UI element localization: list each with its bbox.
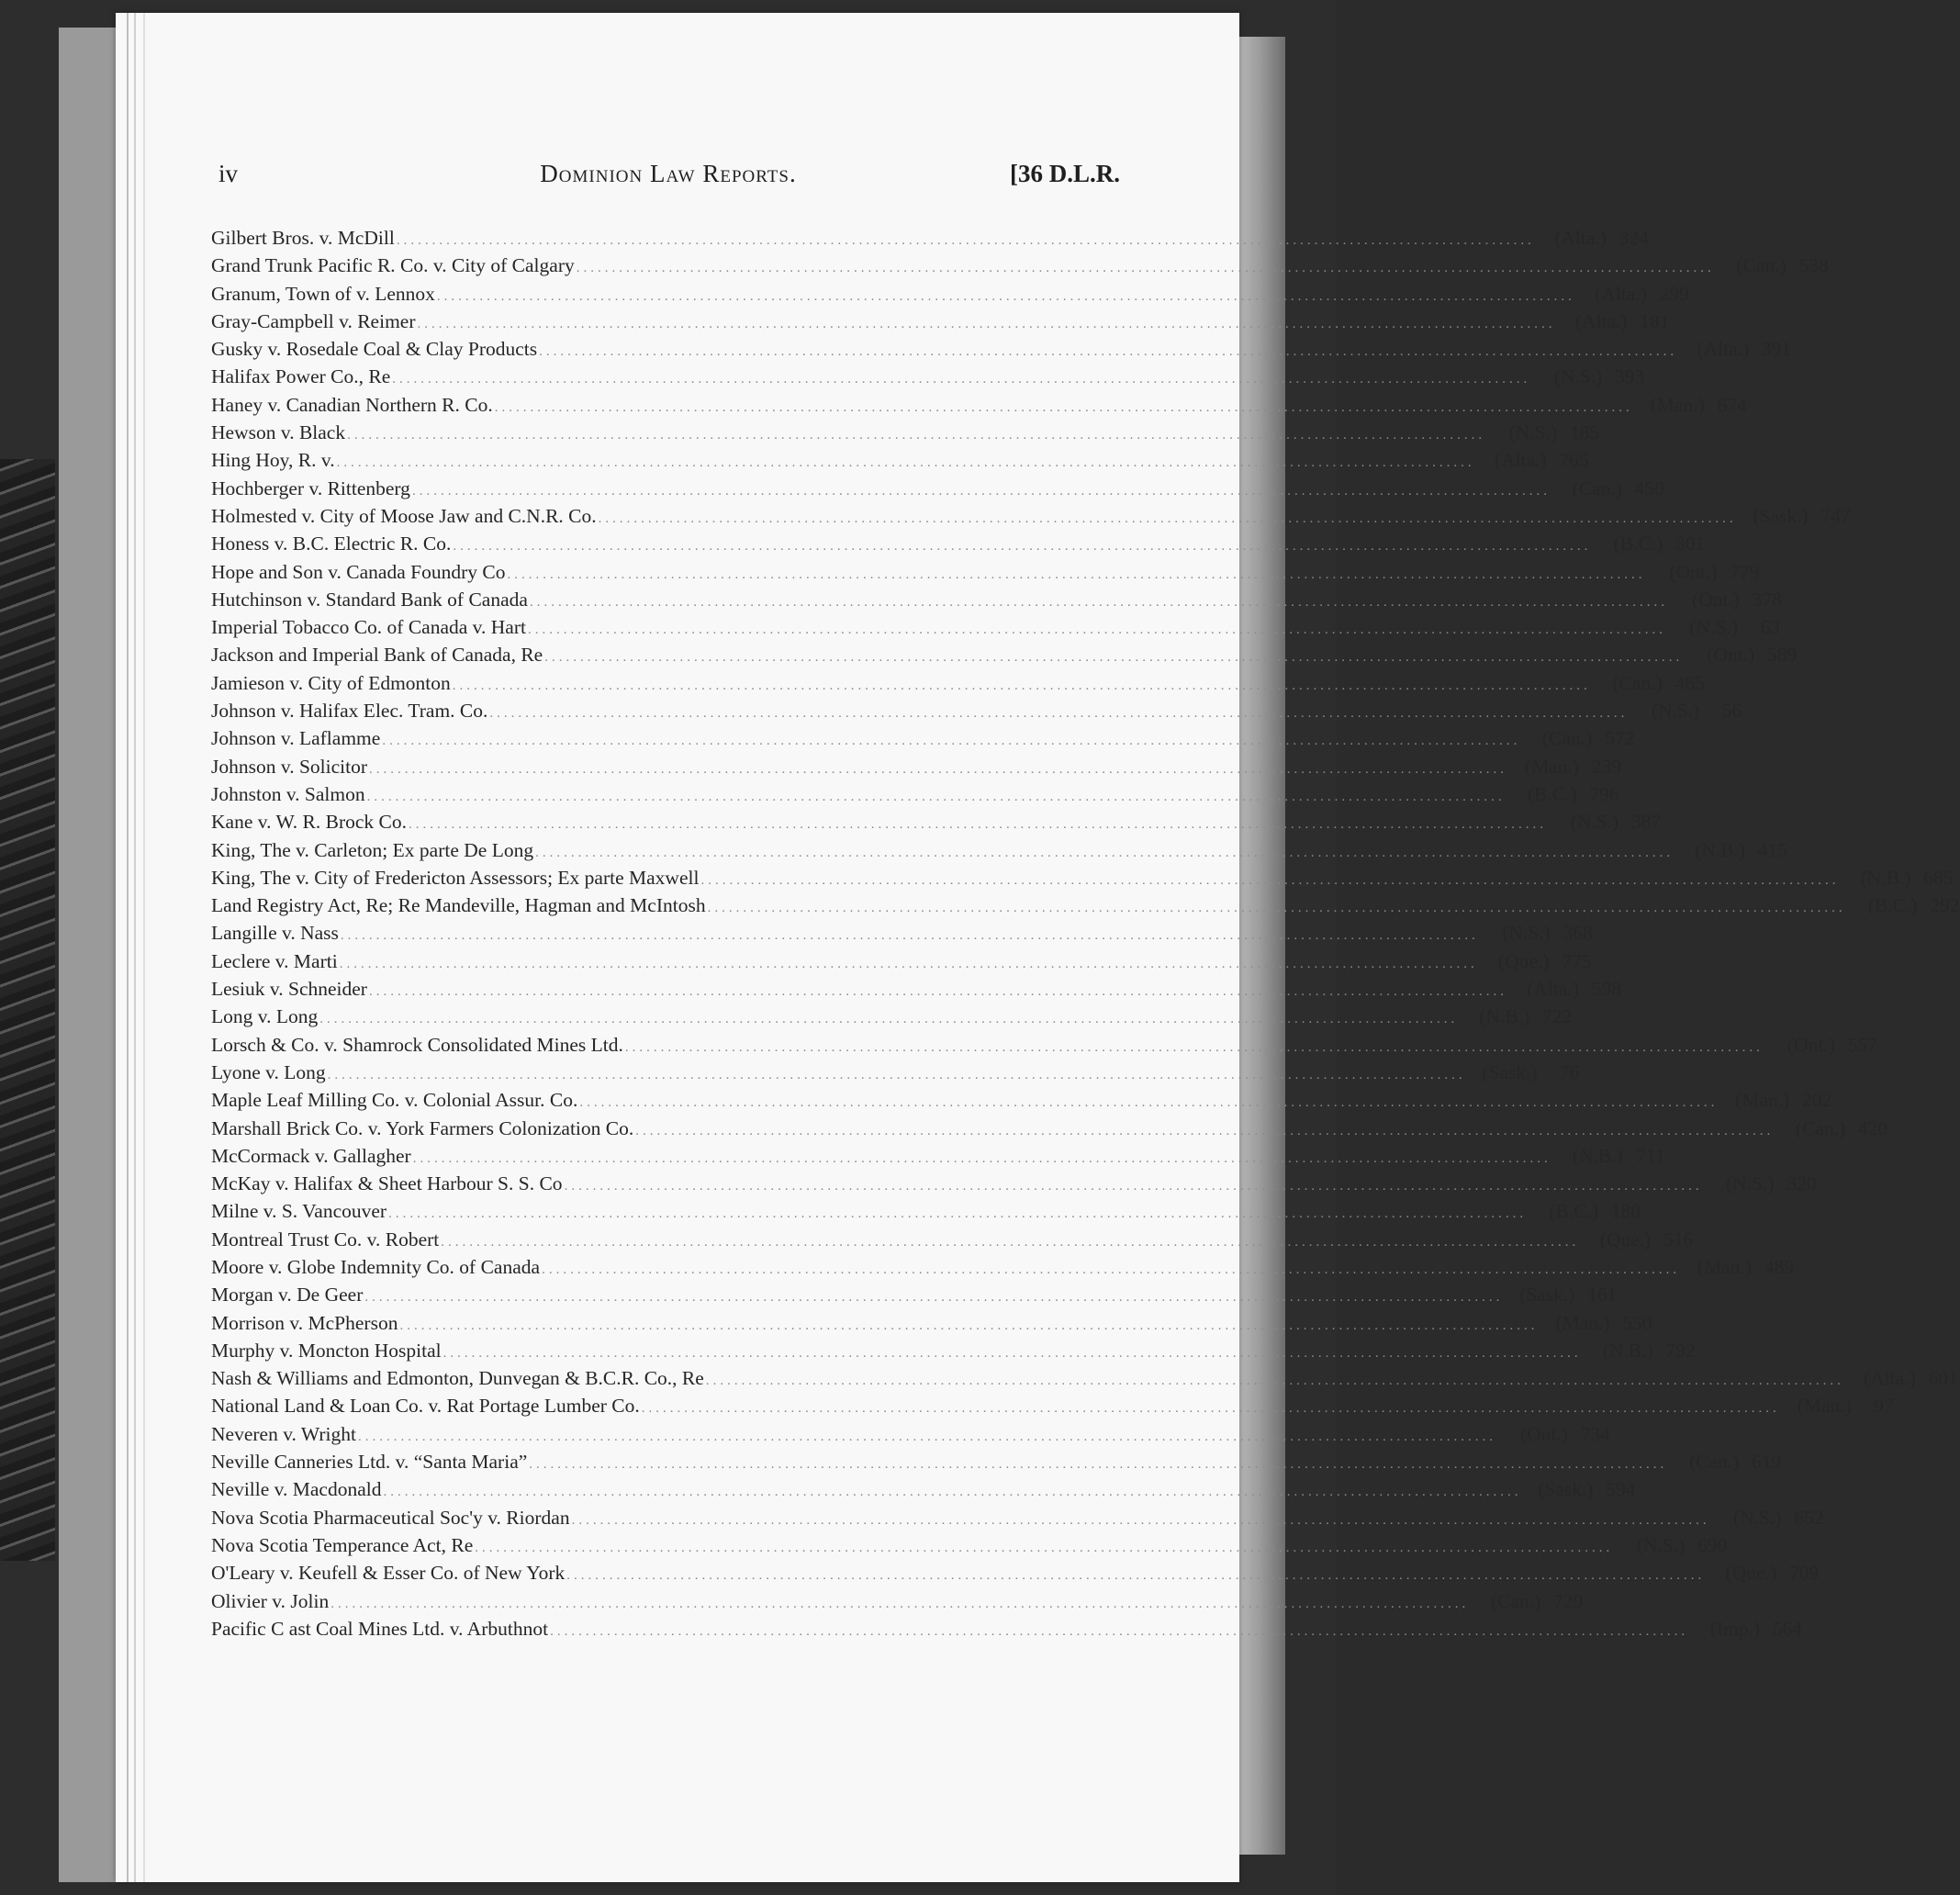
page-number: 450 (1634, 477, 1664, 499)
province-abbreviation: (Sask.) (1519, 1284, 1575, 1306)
dot-leader (329, 1590, 1471, 1618)
case-name: Neville v. Macdonald (211, 1478, 382, 1501)
page-number: 594 (1606, 1478, 1636, 1501)
province-abbreviation: (Que.) (1725, 1562, 1777, 1585)
case-entry (211, 1309, 1652, 1337)
province-abbreviation: (Man.) (1650, 393, 1705, 416)
dot-leader (526, 616, 1668, 644)
marbled-endpaper (0, 459, 55, 1561)
case-name: Johnson v. Solicitor (211, 755, 368, 778)
case-entry (211, 502, 1851, 530)
dot-leader (487, 700, 1630, 727)
dot-leader (640, 1395, 1782, 1422)
case-entry (211, 780, 1619, 808)
page-number: 378 (1752, 588, 1782, 611)
page-number: 489 (1764, 1255, 1795, 1278)
case-entry (211, 1003, 1573, 1030)
province-abbreviation: (N.S.) (1733, 1506, 1782, 1529)
dot-leader (543, 644, 1685, 671)
case-name: Grand Trunk Pacific R. Co. v. City of Calgary (211, 254, 575, 277)
case-entry (211, 586, 1782, 613)
case-entry (211, 335, 1792, 363)
dot-leader (407, 811, 1549, 838)
dot-leader (537, 338, 1679, 365)
page-number: 690 (1697, 1533, 1728, 1556)
page-number: 779 (1730, 560, 1760, 583)
dot-leader (380, 727, 1522, 755)
case-name: Lorsch & Co. v. Shamrock Consolidated Mines Ltd. (211, 1033, 623, 1056)
dot-leader (704, 1367, 1846, 1395)
dot-leader (410, 477, 1552, 505)
page-number: 239 (1591, 755, 1622, 778)
page-number: 538 (1798, 254, 1829, 277)
case-entry (211, 1448, 1782, 1475)
case-name: Morgan v. De Geer (211, 1284, 364, 1306)
case-name: Lesiuk v. Schneider (211, 978, 367, 1001)
page-number: 299 (1659, 282, 1689, 305)
case-entry (211, 613, 1780, 641)
province-abbreviation: (Imp.) (1709, 1617, 1761, 1640)
dot-leader (335, 449, 1477, 477)
case-name: Olivier v. Jolin (211, 1589, 330, 1612)
case-name: Jackson and Imperial Bank of Canada, Re (211, 644, 543, 667)
page-number: 292 (1930, 894, 1960, 917)
page-number: 465 (1674, 671, 1705, 694)
province-abbreviation: (Can.) (1490, 1589, 1541, 1612)
page-number: 564 (1772, 1617, 1803, 1640)
dot-leader (367, 978, 1509, 1005)
page-number: 97 (1874, 1395, 1894, 1418)
page-number: 161 (1587, 1284, 1618, 1306)
province-abbreviation: (B.C.) (1527, 782, 1577, 805)
province-abbreviation: (N.B.) (1572, 1144, 1623, 1167)
page-number: 734 (1580, 1422, 1610, 1445)
dot-leader (365, 783, 1507, 811)
case-name: Granum, Town of v. Lennox (211, 282, 435, 305)
case-entry (211, 308, 1670, 335)
page-number: 415 (1757, 838, 1788, 861)
page-number: 324 (1618, 227, 1649, 249)
dot-leader (386, 1200, 1529, 1228)
gutter-line (134, 13, 136, 1882)
dot-leader (527, 1451, 1669, 1478)
case-entry (211, 1197, 1641, 1225)
dot-leader (528, 589, 1670, 616)
case-entry (211, 919, 1593, 947)
case-name: Marshall Brick Co. v. York Farmers Colonization Co. (211, 1116, 634, 1139)
case-name: Murphy v. Moncton Hospital (211, 1339, 442, 1362)
case-entry (211, 1531, 1728, 1559)
case-entry (211, 753, 1622, 780)
dot-leader (563, 1172, 1705, 1200)
dot-leader (548, 1618, 1690, 1645)
case-entry (211, 1281, 1618, 1308)
case-name: Kane v. W. R. Brock Co. (211, 811, 407, 834)
case-name: Leclere v. Marti (211, 949, 338, 972)
province-abbreviation: (N.S.) (1508, 421, 1558, 444)
running-title: Dominion Law Reports. (540, 160, 797, 187)
province-abbreviation: (N.S.) (1553, 365, 1603, 388)
province-abbreviation: (Ont.) (1707, 644, 1755, 667)
case-name: Neveren v. Wright (211, 1422, 356, 1445)
page-number: 393 (1615, 365, 1645, 388)
case-entry (211, 1392, 1894, 1419)
case-entry (211, 280, 1689, 308)
page-number: 180 (1610, 1200, 1641, 1223)
case-entry (211, 446, 1589, 474)
page-number: 598 (1591, 978, 1621, 1001)
province-abbreviation: (N.S.) (1502, 922, 1551, 945)
province-abbreviation: (Alta.) (1864, 1367, 1916, 1390)
dot-leader (451, 533, 1593, 560)
dot-leader (390, 365, 1532, 393)
dot-leader (540, 1256, 1682, 1284)
case-index-list (211, 224, 1960, 1643)
case-entry (211, 697, 1742, 724)
province-abbreviation: (Alta.) (1527, 978, 1579, 1001)
dot-leader (575, 254, 1717, 282)
province-abbreviation: (N.S.) (1726, 1172, 1775, 1195)
dot-leader (416, 310, 1558, 338)
case-name: Hochberger v. Rittenberg (211, 477, 410, 499)
province-abbreviation: (Can.) (1572, 477, 1622, 499)
dot-leader (706, 894, 1848, 922)
case-entry (211, 836, 1788, 864)
province-abbreviation: (Sask.) (1482, 1060, 1538, 1083)
province-abbreviation: (N.B.) (1602, 1339, 1653, 1362)
dot-leader (577, 1089, 1719, 1116)
province-abbreviation: (Sask.) (1538, 1478, 1594, 1501)
province-abbreviation: (N.S.) (1689, 616, 1738, 639)
province-abbreviation: (Can.) (1612, 671, 1663, 694)
case-entry (211, 864, 1954, 891)
page-number: 76 (1560, 1060, 1580, 1083)
province-abbreviation: (N.S.) (1636, 1533, 1686, 1556)
dot-leader (326, 1061, 1468, 1089)
case-name: Halifax Power Co., Re (211, 365, 391, 388)
dot-leader (395, 227, 1537, 254)
case-entry (211, 1420, 1610, 1448)
case-entry (211, 1587, 1584, 1615)
page-number: 63 (1760, 616, 1780, 639)
page-number: 181 (1640, 309, 1670, 332)
case-name: Johnson v. Halifax Elec. Tram. Co. (211, 700, 488, 723)
case-entry (211, 641, 1798, 668)
province-abbreviation: (Alta.) (1554, 227, 1607, 249)
case-name: Hope and Son v. Canada Foundry Co (211, 560, 506, 583)
dot-leader (597, 505, 1739, 533)
page-number: 391 (1761, 338, 1792, 361)
dot-leader (339, 922, 1481, 949)
dot-leader (338, 950, 1480, 978)
dot-leader (367, 756, 1509, 783)
case-name: Imperial Tobacco Co. of Canada v. Hart (211, 616, 526, 639)
page-folio: iv (218, 160, 239, 187)
page-number: 652 (1794, 1506, 1824, 1529)
case-entry (211, 558, 1760, 586)
case-entry (211, 1253, 1795, 1281)
province-abbreviation: (Man.) (1697, 1255, 1753, 1278)
province-abbreviation: (B.C.) (1867, 894, 1918, 917)
province-abbreviation: (Que.) (1498, 949, 1550, 972)
province-abbreviation: (Man.) (1555, 1311, 1610, 1334)
case-entry (211, 948, 1592, 975)
case-name: Johnson v. Laflamme (211, 727, 381, 750)
dot-leader (345, 421, 1487, 449)
page-number: 775 (1562, 949, 1592, 972)
case-entry (211, 975, 1621, 1003)
page-number: 368 (1562, 922, 1593, 945)
case-name: Hing Hoy, R. v. (211, 449, 335, 472)
case-entry (211, 1086, 1832, 1114)
dot-leader (493, 394, 1635, 421)
page-number: 796 (1589, 782, 1619, 805)
case-entry (211, 724, 1635, 752)
dot-leader (439, 1228, 1581, 1256)
gutter-line (143, 13, 145, 1882)
case-entry (211, 252, 1829, 279)
dot-leader (533, 839, 1675, 867)
case-entry (211, 1559, 1820, 1587)
page-number: 320 (1786, 1172, 1817, 1195)
page-number: 420 (1857, 1116, 1888, 1139)
case-entry (211, 419, 1600, 446)
province-abbreviation: (Can.) (1795, 1116, 1846, 1139)
case-entry (211, 1337, 1696, 1364)
page-number: 387 (1630, 811, 1661, 834)
case-entry (211, 1115, 1888, 1142)
case-name: Gilbert Bros. v. McDill (211, 227, 395, 249)
province-abbreviation: (Ont.) (1786, 1033, 1835, 1056)
case-name: McKay v. Halifax & Sheet Harbour S. S. Co (211, 1172, 563, 1195)
province-abbreviation: (Que.) (1599, 1228, 1652, 1250)
case-name: Milne v. S. Vancouver (211, 1200, 387, 1223)
province-abbreviation: (Ont.) (1669, 560, 1718, 583)
running-header (217, 160, 1120, 196)
dot-leader (411, 1145, 1553, 1172)
province-abbreviation: (Ont.) (1520, 1422, 1568, 1445)
province-abbreviation: (B.C.) (1613, 533, 1663, 555)
case-entry (211, 1615, 1803, 1643)
page-number: 711 (1636, 1144, 1665, 1167)
page-number: 550 (1622, 1311, 1652, 1334)
province-abbreviation: (N.B.) (1479, 1005, 1530, 1028)
province-abbreviation: (B.C.) (1549, 1200, 1599, 1223)
case-name: Morrison v. McPherson (211, 1311, 398, 1334)
province-abbreviation: (Alta.) (1595, 282, 1647, 305)
province-abbreviation: (N.B.) (1695, 838, 1746, 861)
page-number: 301 (1675, 533, 1706, 555)
page-number: 709 (1788, 1562, 1820, 1585)
page-number: 619 (1752, 1451, 1782, 1474)
page-number: 557 (1847, 1033, 1877, 1056)
case-name: Haney v. Canadian Northern R. Co. (211, 393, 493, 416)
dot-leader (699, 867, 1841, 894)
case-entry (211, 391, 1747, 419)
case-name: National Land & Loan Co. v. Rat Portage Lumber Co. (211, 1395, 640, 1418)
case-name: Holmested v. City of Moose Jaw and C.N.R. Co. (211, 504, 597, 527)
dot-leader (363, 1284, 1505, 1311)
case-name: Nash & Williams and Edmonton, Dunvegan & B.C.R. Co., Re (211, 1367, 704, 1390)
province-abbreviation: (Alta.) (1574, 309, 1628, 332)
case-entry (211, 1142, 1665, 1170)
case-entry (211, 1504, 1824, 1531)
page-number: 589 (1766, 644, 1798, 667)
province-abbreviation: (Sask.) (1753, 504, 1809, 527)
volume-reference: [36 D.L.R. (1010, 160, 1120, 187)
case-name: Nova Scotia Temperance Act, Re (211, 1533, 474, 1556)
case-entry (211, 1031, 1877, 1059)
case-name: Lyone v. Long (211, 1060, 326, 1083)
province-abbreviation: (Can.) (1736, 254, 1786, 277)
page-number: 185 (1569, 421, 1600, 444)
page-number: 765 (1559, 449, 1589, 472)
case-name: King, The v. Carleton; Ex parte De Long (211, 838, 534, 861)
page-number: 601 (1928, 1367, 1958, 1390)
case-name: O'Leary v. Keufell & Esser Co. of New York (211, 1562, 566, 1585)
page-number: 572 (1605, 727, 1635, 750)
case-name: Land Registry Act, Re; Re Mandeville, Hagman and McIntosh (211, 894, 706, 917)
province-abbreviation: (Can.) (1541, 727, 1593, 750)
page-number: 729 (1552, 1589, 1584, 1612)
dot-leader (381, 1478, 1523, 1506)
case-name: Hewson v. Black (211, 421, 346, 444)
page-number: 792 (1665, 1339, 1696, 1362)
dot-leader (565, 1562, 1707, 1589)
case-name: Pacific C ast Coal Mines Ltd. v. Arbuthnot (211, 1617, 549, 1640)
case-name: Neville Canneries Ltd. v. “Santa Maria” (211, 1451, 528, 1474)
case-entry (211, 808, 1661, 835)
case-name: Honess v. B.C. Electric R. Co. (211, 533, 452, 555)
case-entry (211, 1475, 1636, 1503)
case-entry (211, 1059, 1580, 1086)
page-number: 516 (1663, 1228, 1694, 1250)
province-abbreviation: (Man.) (1735, 1089, 1790, 1112)
case-name: Gray-Campbell v. Reimer (211, 309, 416, 332)
case-entry (211, 224, 1649, 252)
province-abbreviation: (Man.) (1524, 755, 1580, 778)
case-entry (211, 891, 1960, 919)
case-entry (211, 475, 1664, 502)
province-abbreviation: (Can.) (1688, 1451, 1740, 1474)
dot-leader (570, 1507, 1712, 1534)
dot-leader (442, 1340, 1584, 1367)
page-number: 56 (1721, 700, 1742, 723)
case-name: King, The v. City of Fredericton Assessors; Ex parte Maxwell (211, 866, 700, 889)
case-entry (211, 363, 1645, 390)
province-abbreviation: (Man.) (1797, 1395, 1852, 1418)
case-entry (211, 1170, 1817, 1197)
province-abbreviation: (N.S.) (1570, 811, 1618, 834)
case-entry (211, 1226, 1694, 1253)
dot-leader (451, 672, 1593, 700)
page-number: 202 (1802, 1089, 1832, 1112)
case-entry (211, 530, 1706, 557)
dot-leader (435, 283, 1577, 310)
case-name: Hutchinson v. Standard Bank of Canada (211, 588, 528, 611)
province-abbreviation: (N.S.) (1651, 700, 1700, 723)
case-name: Johnston v. Salmon (211, 782, 365, 805)
province-abbreviation: (Alta.) (1494, 449, 1547, 472)
gutter-line (127, 13, 129, 1882)
case-entry (211, 1364, 1958, 1392)
dot-leader (473, 1534, 1615, 1562)
province-abbreviation: (Ont.) (1691, 588, 1740, 611)
case-name: McCormack v. Gallagher (211, 1144, 411, 1167)
page-number: 674 (1717, 393, 1747, 416)
case-name: Maple Leaf Milling Co. v. Colonial Assur. Co. (211, 1089, 578, 1112)
case-name: Moore v. Globe Indemnity Co. of Canada (211, 1255, 541, 1278)
case-name: Long v. Long (211, 1005, 319, 1028)
case-name: Langille v. Nass (211, 922, 339, 945)
dot-leader (356, 1423, 1498, 1451)
province-abbreviation: (Alta.) (1697, 338, 1750, 361)
dot-leader (633, 1117, 1775, 1145)
case-name: Nova Scotia Pharmaceutical Soc'y v. Riordan (211, 1506, 570, 1529)
page-number: 685 (1923, 866, 1954, 889)
dot-leader (623, 1034, 1765, 1061)
dot-leader (398, 1312, 1540, 1340)
case-name: Montreal Trust Co. v. Robert (211, 1228, 440, 1250)
page-number: 747 (1820, 504, 1851, 527)
page-number: 722 (1542, 1005, 1573, 1028)
case-name: Jamieson v. City of Edmonton (211, 671, 451, 694)
dot-leader (505, 561, 1647, 589)
dot-leader (318, 1005, 1460, 1033)
case-name: Gusky v. Rosedale Coal & Clay Products (211, 338, 538, 361)
case-entry (211, 669, 1705, 697)
province-abbreviation: (N.B.) (1860, 866, 1911, 889)
